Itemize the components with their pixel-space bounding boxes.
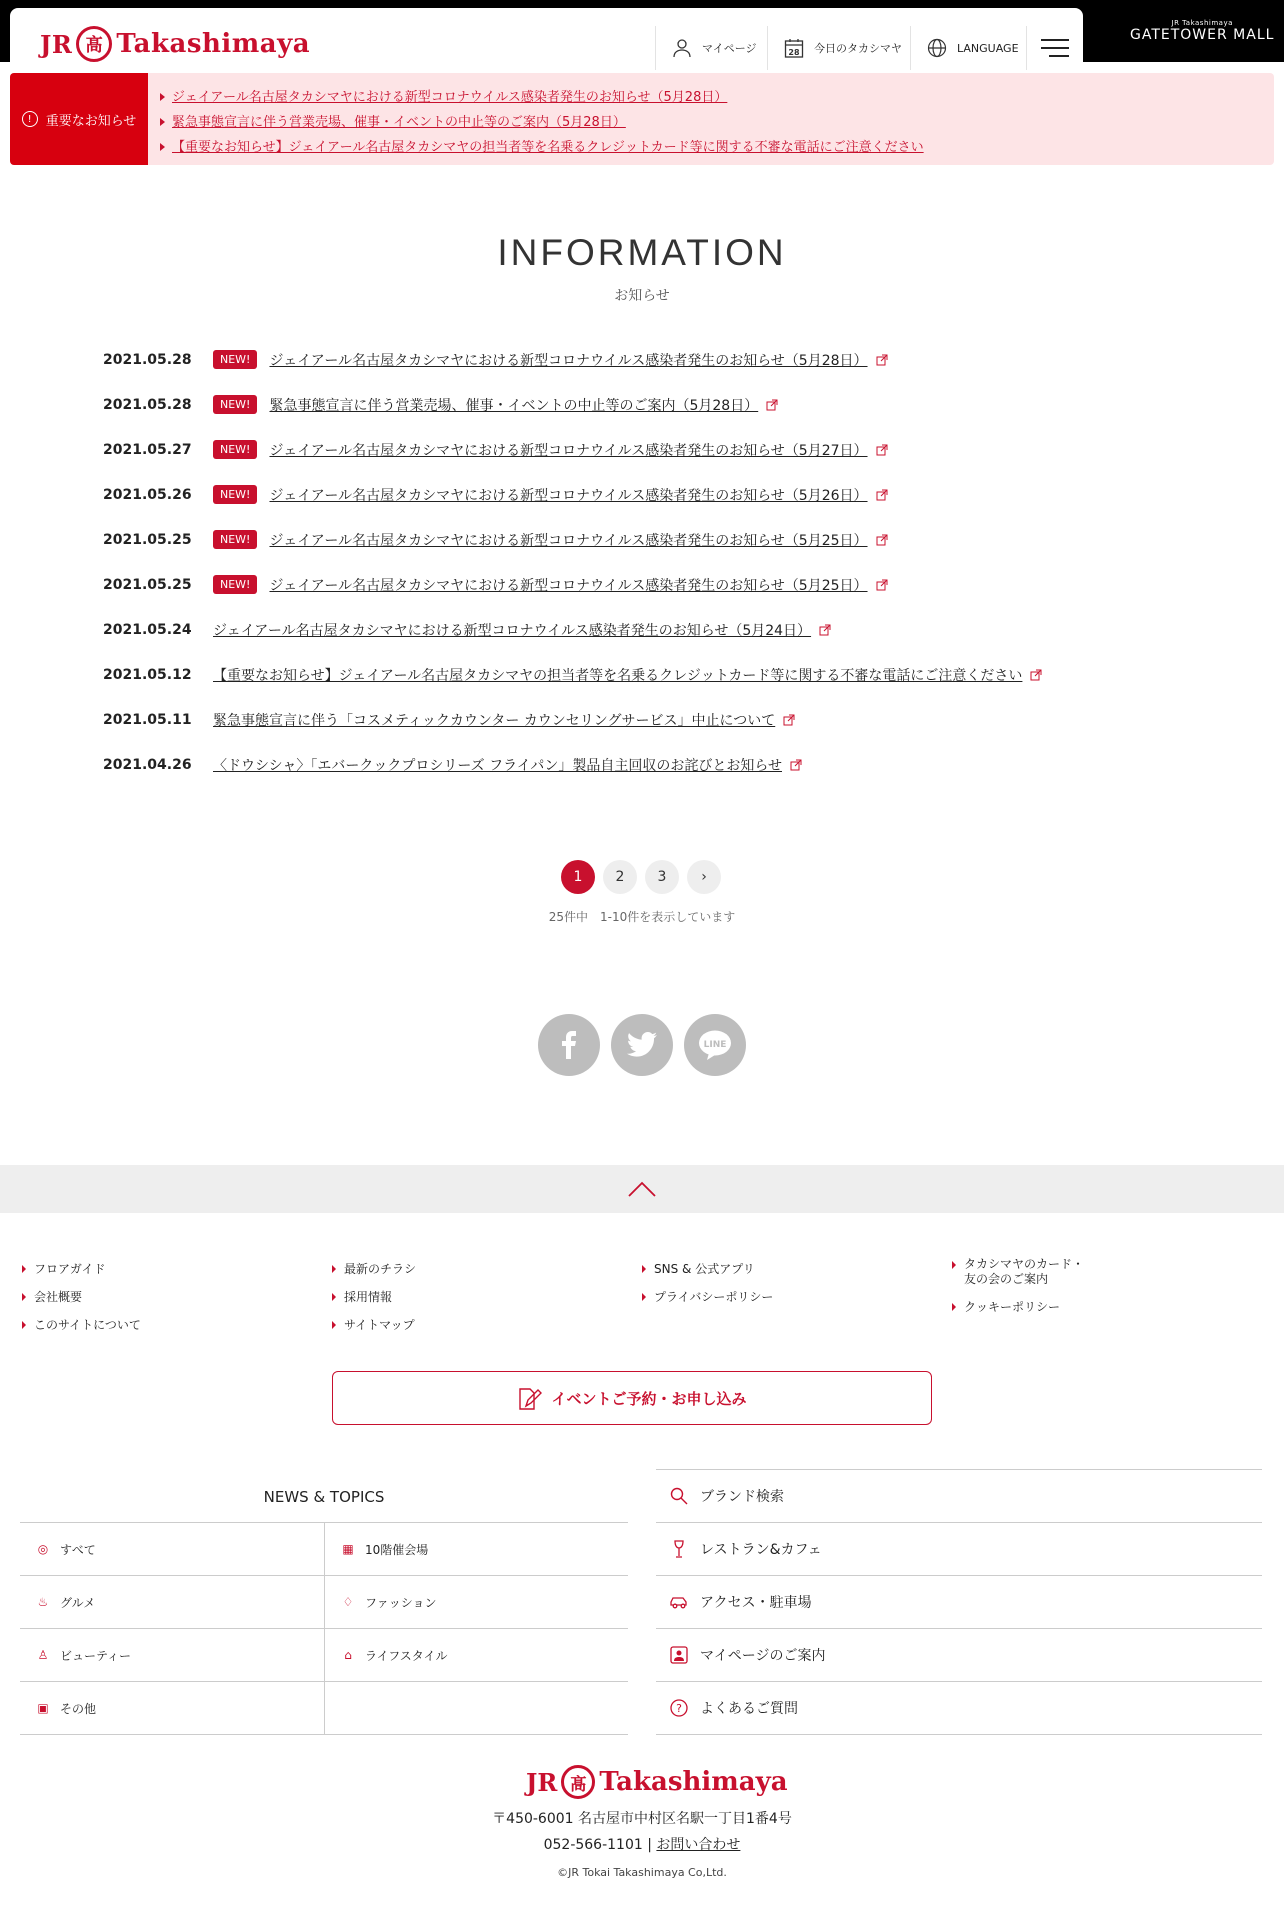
hamburger-icon	[1041, 38, 1069, 58]
language-link[interactable]	[910, 26, 1026, 70]
logo-jr: JR	[40, 29, 73, 59]
news-date: 2021.05.11	[103, 711, 192, 728]
new-badge: NEW!	[213, 530, 257, 549]
topic-label: その他	[60, 1701, 97, 1716]
logo-mark: 髙	[76, 26, 112, 62]
footer-link[interactable]: サイトマップ	[330, 1311, 630, 1339]
svg-text:28: 28	[788, 48, 800, 57]
external-link-icon	[876, 579, 888, 591]
search-icon	[670, 1487, 688, 1505]
news-date: 2021.05.27	[103, 441, 192, 458]
topic-10f-event[interactable]	[324, 1523, 628, 1575]
news-link[interactable]: ジェイアール名古屋タカシマヤにおける新型コロナウイルス感染者発生のお知らせ（5月26日）	[269, 487, 868, 504]
nt-row	[20, 1576, 628, 1629]
wine-glass-icon	[670, 1540, 688, 1558]
lifestyle-icon: ⌂	[344, 1648, 352, 1662]
footer-link-card[interactable]	[950, 1257, 1250, 1287]
news-row	[103, 517, 1203, 562]
alert-link[interactable]: ジェイアール名古屋タカシマヤにおける新型コロナウイルス感染者発生のお知らせ（5月28日）	[160, 85, 924, 110]
topic-fashion[interactable]	[324, 1576, 628, 1628]
calendar-icon	[784, 38, 804, 58]
topic-label: ビューティー	[60, 1648, 132, 1663]
event-reservation-button[interactable]	[332, 1371, 932, 1425]
nt-row	[20, 1682, 628, 1735]
news-row	[103, 562, 1203, 607]
news-date: 2021.05.26	[103, 486, 192, 503]
footer-link[interactable]: クッキーポリシー	[950, 1293, 1250, 1321]
news-row	[103, 652, 1203, 697]
facebook-button[interactable]	[538, 1014, 600, 1076]
gift-icon: ▣	[37, 1701, 49, 1715]
new-badge: NEW!	[213, 350, 257, 369]
profile-icon	[670, 1646, 688, 1664]
page-subtitle: お知らせ	[614, 288, 670, 304]
user-icon	[672, 38, 692, 58]
topic-label: ファッション	[365, 1595, 437, 1610]
news-row	[103, 607, 1203, 652]
news-link[interactable]: ジェイアール名古屋タカシマヤにおける新型コロナウイルス感染者発生のお知らせ（5月25日）	[269, 532, 868, 549]
new-badge: NEW!	[213, 440, 257, 459]
topic-label: 10階催会場	[365, 1542, 429, 1557]
edit-document-icon	[517, 1384, 543, 1412]
alert-link[interactable]: 【重要なお知らせ】ジェイアール名古屋タカシマヤの担当者等を名乗るクレジットカード等に関する不審な電話にご注意ください	[160, 135, 924, 160]
twitter-button[interactable]	[611, 1014, 673, 1076]
topic-gourmet[interactable]	[20, 1576, 324, 1628]
cutlery-icon: ♨	[37, 1595, 49, 1609]
facebook-icon	[557, 1031, 581, 1059]
copyright: ©JR Tokai Takashimaya Co,Ltd.	[557, 1866, 727, 1879]
news-date: 2021.05.28	[103, 396, 192, 413]
line-icon	[697, 1029, 733, 1061]
news-row	[103, 742, 1203, 787]
header	[10, 8, 1083, 70]
news-link[interactable]: ジェイアール名古屋タカシマヤにおける新型コロナウイルス感染者発生のお知らせ（5月24日）	[213, 622, 812, 639]
question-icon	[670, 1699, 688, 1717]
footer-link[interactable]: 採用情報	[330, 1283, 630, 1311]
page-3-button[interactable]: 3	[645, 860, 679, 894]
news-date: 2021.05.24	[103, 621, 192, 638]
mypage-link[interactable]	[655, 26, 767, 70]
external-link-icon	[766, 399, 778, 411]
util-label: レストラン&カフェ	[700, 1542, 822, 1558]
page-title: INFORMATION	[497, 232, 787, 273]
news-list	[103, 337, 1203, 787]
chevron-up-icon	[628, 1181, 656, 1197]
topic-other[interactable]	[20, 1682, 324, 1734]
topic-beauty[interactable]	[20, 1629, 324, 1681]
topic-lifestyle[interactable]	[324, 1629, 628, 1681]
next-page-button[interactable]: ›	[687, 860, 721, 894]
card-line-2: 友の会のご案内	[964, 1272, 1049, 1286]
news-row	[103, 382, 1203, 427]
twitter-icon	[627, 1032, 657, 1058]
card-line-1: タカシマヤのカード・	[964, 1257, 1085, 1271]
external-link-icon	[1030, 669, 1042, 681]
today-link[interactable]	[767, 26, 910, 70]
news-link[interactable]: 【重要なお知らせ】ジェイアール名古屋タカシマヤの担当者等を名乗るクレジットカード等に関する不審な電話にご注意ください	[213, 667, 1023, 684]
external-link-icon	[790, 759, 802, 771]
footer-col-3	[640, 1255, 940, 1311]
footer-link[interactable]: プライバシーポリシー	[640, 1283, 940, 1311]
footer-link[interactable]: 会社概要	[20, 1283, 320, 1311]
gatetower-logo[interactable]	[1130, 20, 1274, 43]
logo-mark: 髙	[561, 1765, 595, 1799]
event-button-label: イベントご予約・お申し込み	[551, 1389, 747, 1408]
svg-text:LINE: LINE	[703, 1040, 727, 1050]
external-link-icon	[876, 444, 888, 456]
mypage-label: マイページ	[702, 42, 757, 55]
alert-label-text: 重要なお知らせ	[45, 113, 137, 129]
restaurant-link[interactable]	[656, 1523, 1262, 1576]
nt-row	[20, 1523, 628, 1576]
util-label: アクセス・駐車場	[700, 1595, 812, 1611]
logo-text: Takashimaya	[599, 1767, 788, 1797]
address: 〒450-6001 名古屋市中村区名駅一丁目1番4号	[492, 1811, 792, 1827]
news-topics-title: NEWS & TOPICS	[263, 1488, 385, 1506]
today-label: 今日のタカシマヤ	[814, 42, 902, 55]
page-2-button[interactable]: 2	[603, 860, 637, 894]
gate-small: JR Takashimaya	[1171, 19, 1233, 27]
globe-icon	[927, 38, 947, 58]
line-button[interactable]	[684, 1014, 746, 1076]
alert-link[interactable]: 緊急事態宣言に伴う営業売場、催事・イベントの中止等のご案内（5月28日）	[160, 110, 924, 135]
news-link[interactable]: ジェイアール名古屋タカシマヤにおける新型コロナウイルス感染者発生のお知らせ（5月27日）	[269, 442, 868, 459]
phone-number: 052-566-1101	[543, 1837, 643, 1853]
sns-share	[538, 1014, 757, 1076]
site-logo[interactable]	[40, 26, 310, 62]
important-notice-banner	[10, 73, 1274, 165]
news-date: 2021.04.26	[103, 756, 192, 773]
nt-row	[20, 1629, 628, 1682]
important-notice-label	[10, 73, 148, 165]
news-link[interactable]: ジェイアール名古屋タカシマヤにおける新型コロナウイルス感染者発生のお知らせ（5月25日）	[269, 577, 868, 594]
page-1-button[interactable]: 1	[561, 860, 595, 894]
brand-search-link[interactable]	[656, 1470, 1262, 1523]
news-date: 2021.05.28	[103, 351, 192, 368]
topic-label: すべて	[60, 1542, 96, 1557]
building-icon: ▦	[342, 1542, 354, 1556]
menu-button[interactable]	[1026, 26, 1093, 70]
news-row	[103, 697, 1203, 742]
external-link-icon	[783, 714, 795, 726]
alert-links	[160, 85, 924, 160]
footer-logo[interactable]	[526, 1765, 788, 1799]
footer-col-4	[950, 1255, 1250, 1321]
new-badge: NEW!	[213, 395, 257, 414]
pagination	[561, 860, 729, 894]
news-row	[103, 472, 1203, 517]
news-link[interactable]: ジェイアール名古屋タカシマヤにおける新型コロナウイルス感染者発生のお知らせ（5月28日）	[269, 352, 868, 369]
car-icon	[670, 1593, 688, 1611]
new-badge: NEW!	[213, 575, 257, 594]
faq-link[interactable]	[656, 1682, 1262, 1735]
util-label: ブランド検索	[700, 1489, 784, 1505]
footer-link[interactable]: フロアガイド	[20, 1255, 320, 1283]
external-link-icon	[876, 354, 888, 366]
footer-link[interactable]: 最新のチラシ	[330, 1255, 630, 1283]
logo-text: Takashimaya	[116, 29, 311, 59]
news-link[interactable]: 緊急事態宣言に伴う営業売場、催事・イベントの中止等のご案内（5月28日）	[269, 397, 759, 414]
gate-text: GATETOWER MALL	[1130, 26, 1275, 43]
pagination-info: 25件中 1-10件を表示しています	[548, 910, 736, 924]
footer-link[interactable]: SNS & 公式アプリ	[640, 1255, 940, 1283]
topic-label: グルメ	[60, 1595, 96, 1610]
svg-text:?: ?	[676, 1702, 682, 1715]
lipstick-icon: ♙	[37, 1648, 49, 1662]
news-link[interactable]: 〈ドウシシャ〉「エバークックプロシリーズ フライパン」製品自主回収のお詫びとお知らせ	[213, 757, 782, 774]
new-badge: NEW!	[213, 485, 257, 504]
info-icon: !	[22, 111, 38, 127]
footer-link[interactable]: このサイトについて	[20, 1311, 320, 1339]
util-label: よくあるご質問	[700, 1701, 798, 1717]
external-link-icon	[819, 624, 831, 636]
util-label: マイページのご案内	[700, 1648, 826, 1664]
access-link[interactable]	[656, 1576, 1262, 1629]
shirt-icon: ♢	[342, 1595, 354, 1609]
news-date: 2021.05.12	[103, 666, 192, 683]
topic-all[interactable]	[20, 1523, 324, 1575]
page-top-button[interactable]	[0, 1165, 1284, 1213]
news-link[interactable]: 緊急事態宣言に伴う「コスメティックカウンター カウンセリングサービス」中止について	[213, 712, 776, 729]
footer-col-1	[20, 1255, 320, 1339]
all-icon: ◎	[37, 1542, 49, 1556]
external-link-icon	[876, 534, 888, 546]
empty-cell	[324, 1682, 628, 1734]
news-row	[103, 337, 1203, 382]
language-label: LANGUAGE	[957, 41, 1019, 55]
footer-col-2	[330, 1255, 630, 1339]
contact-line: 052-566-1101 | お問い合わせ	[543, 1837, 741, 1853]
logo-jr: JR	[526, 1767, 558, 1797]
topic-label: ライフスタイル	[365, 1648, 448, 1663]
news-date: 2021.05.25	[103, 531, 192, 548]
news-row	[103, 427, 1203, 472]
mypage-guide-link[interactable]	[656, 1629, 1262, 1682]
utility-links	[656, 1469, 1262, 1735]
contact-link[interactable]: お問い合わせ	[656, 1837, 741, 1853]
news-topics-grid	[20, 1522, 628, 1735]
news-date: 2021.05.25	[103, 576, 192, 593]
external-link-icon	[876, 489, 888, 501]
